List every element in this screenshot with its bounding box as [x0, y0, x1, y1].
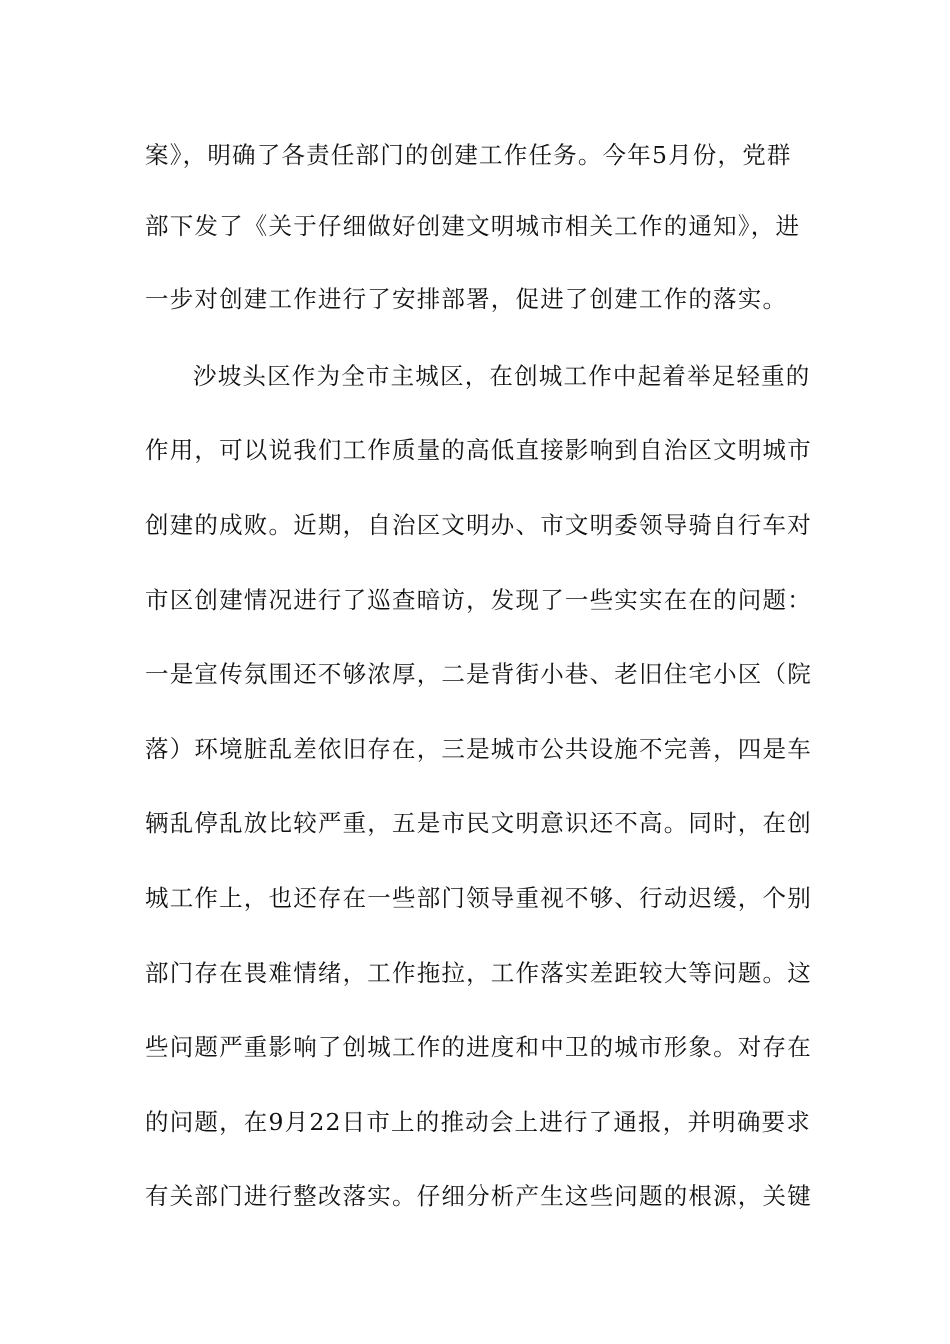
text-line: 部门存在畏难情绪，工作拖拉，工作落实差距较大等问题。这: [145, 959, 812, 987]
text-line: 部下发了《关于仔细做好创建文明城市相关工作的通知》，进: [145, 212, 801, 240]
text-line: 的问题，在9月22日市上的推动会上进行了通报，并明确要求: [145, 1108, 811, 1136]
text-line: 作用，可以说我们工作质量的高低直接影响到自治区文明城市: [145, 436, 812, 464]
text-line: 些问题严重影响了创城工作的进度和中卫的城市形象。对存在: [145, 1033, 812, 1061]
text-line: 城工作上，也还存在一些部门领导重视不够、行动迟缓，个别: [145, 884, 812, 912]
text-line: 辆乱停乱放比较严重，五是市民文明意识还不高。同时，在创: [145, 809, 812, 837]
text-line: 一步对创建工作进行了安排部署，促进了创建工作的落实。: [145, 285, 788, 313]
text-line: 创建的成败。近期，自治区文明办、市文明委领导骑自行车对: [145, 511, 812, 539]
text-line: 有关部门进行整改落实。仔细分析产生这些问题的根源，关键: [145, 1182, 812, 1210]
text-line: 落）环境脏乱差依旧存在，三是城市公共设施不完善，四是车: [145, 735, 812, 763]
paragraph-first-line: 沙坡头区作为全市主城区，在创城工作中起着举足轻重的: [193, 362, 811, 390]
text-line: 一是宣传氛围还不够浓厚，二是背街小巷、老旧住宅小区（院: [145, 660, 812, 688]
text-line: 市区创建情况进行了巡查暗访，发现了一些实实在在的问题：: [145, 586, 812, 614]
text-line: 案》，明确了各责任部门的创建工作任务。今年5月份，党群: [145, 141, 792, 169]
